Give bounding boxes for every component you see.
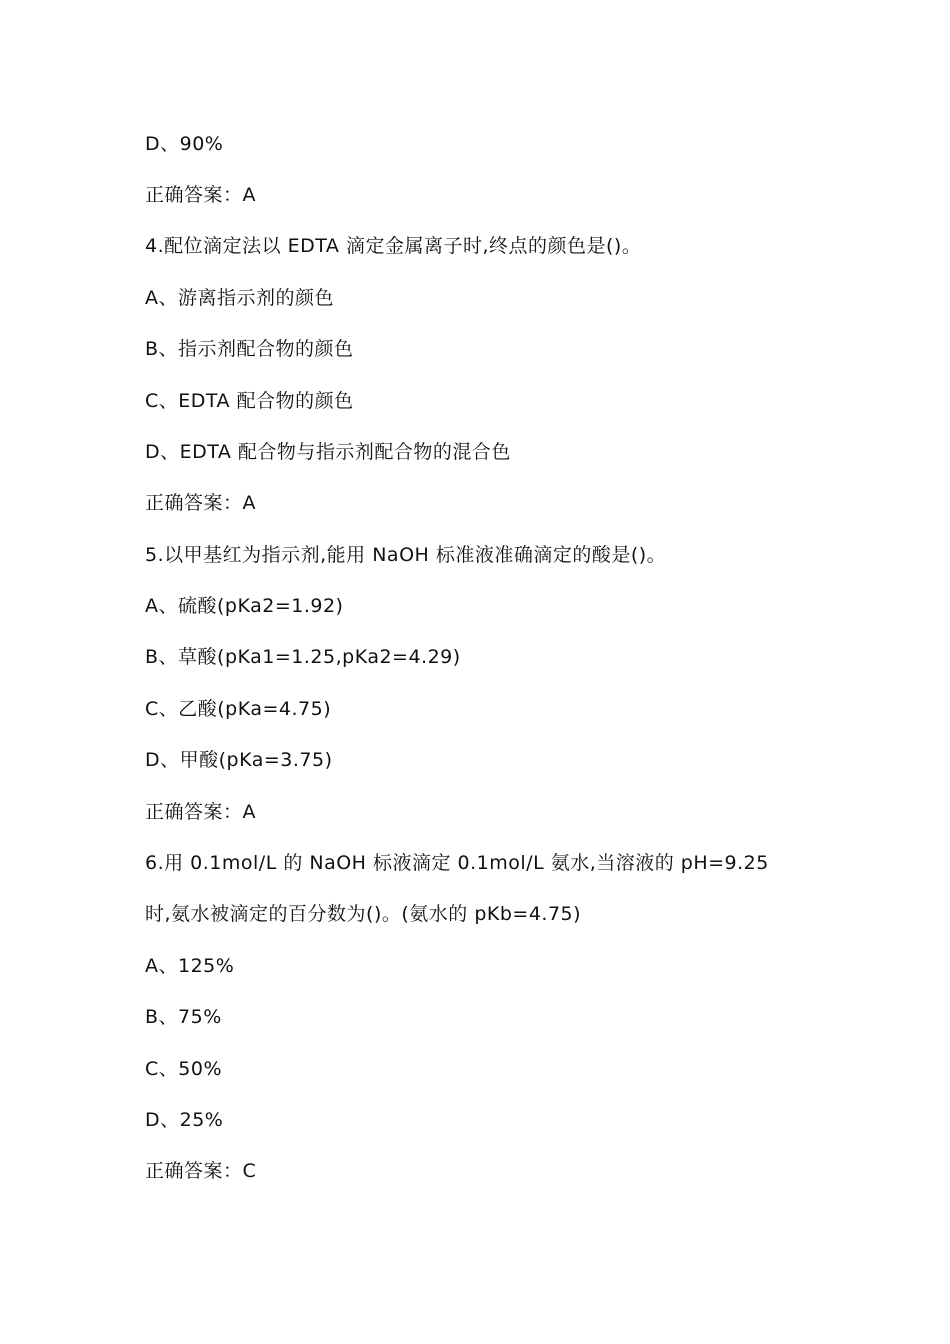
option-a-q5: A、硫酸(pKa2=1.92) [145, 595, 344, 617]
option-d-q3: D、90% [145, 133, 224, 155]
question-6-line-2: 时,氨水被滴定的百分数为()。(氨水的 pKb=4.75) [145, 903, 582, 925]
option-b-q6: B、75% [145, 1006, 222, 1028]
option-c-q5: C、乙酸(pKa=4.75) [145, 698, 332, 720]
option-a-q4: A、游离指示剂的颜色 [145, 287, 334, 309]
answer-q4: 正确答案：A [145, 492, 256, 514]
question-4: 4.配位滴定法以 EDTA 滴定金属离子时,终点的颜色是()。 [145, 235, 642, 257]
option-c-q6: C、50% [145, 1058, 222, 1080]
option-d-q6: D、25% [145, 1109, 224, 1131]
option-d-q5: D、甲酸(pKa=3.75) [145, 749, 333, 771]
option-c-q4: C、EDTA 配合物的颜色 [145, 390, 354, 412]
option-a-q6: A、125% [145, 955, 235, 977]
option-d-q4: D、EDTA 配合物与指示剂配合物的混合色 [145, 441, 511, 463]
answer-q5: 正确答案：A [145, 801, 256, 823]
question-6-line-1: 6.用 0.1mol/L 的 NaOH 标液滴定 0.1mol/L 氨水,当溶液的 pH=9.25 [145, 852, 769, 874]
question-5: 5.以甲基红为指示剂,能用 NaOH 标准液准确滴定的酸是()。 [145, 544, 667, 566]
option-b-q5: B、草酸(pKa1=1.25,pKa2=4.29) [145, 646, 461, 668]
answer-q6: 正确答案：C [145, 1160, 257, 1182]
answer-q3: 正确答案：A [145, 184, 256, 206]
option-b-q4: B、指示剂配合物的颜色 [145, 338, 354, 360]
